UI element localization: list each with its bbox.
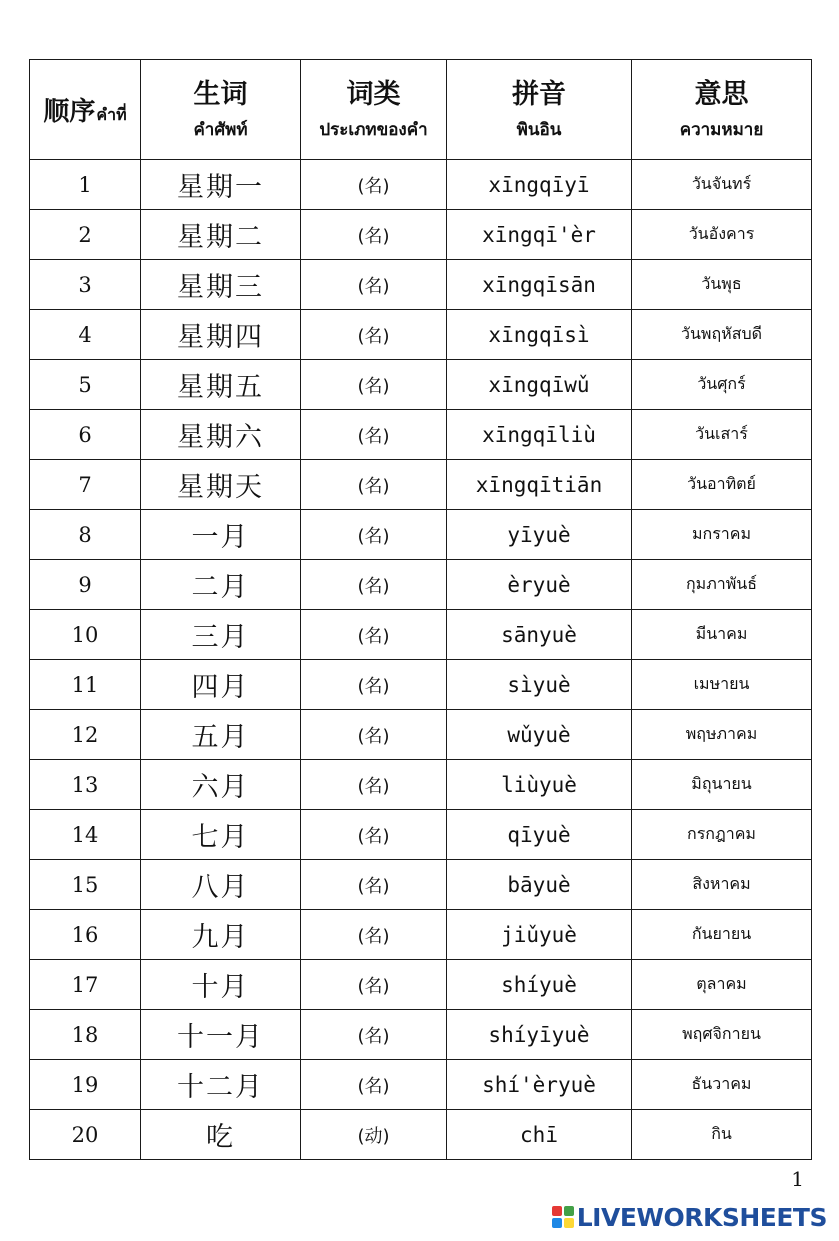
row-number: 9 (30, 560, 141, 610)
table-row (30, 660, 812, 710)
row-number: 3 (30, 260, 141, 310)
table-row (30, 960, 812, 1010)
chinese-word: 星期四 (141, 310, 301, 360)
header-pinyin-cn: 拼音 (512, 78, 566, 110)
thai-meaning: สิงหาคม (632, 860, 812, 910)
pinyin: shíyuè (447, 960, 632, 1010)
pinyin: sìyuè (447, 660, 632, 710)
table-row (30, 510, 812, 560)
thai-meaning: ตุลาคม (632, 960, 812, 1010)
pinyin: qīyuè (447, 810, 632, 860)
row-number: 6 (30, 410, 141, 460)
header-pinyin (447, 60, 632, 160)
table-row (30, 1010, 812, 1060)
pinyin: jiǔyuè (447, 910, 632, 960)
thai-meaning: วันพุธ (632, 260, 812, 310)
header-meaning-th: ความหมาย (679, 119, 764, 140)
table-row (30, 560, 812, 610)
chinese-word: 三月 (141, 610, 301, 660)
pinyin: xīngqīliù (447, 410, 632, 460)
row-number: 15 (30, 860, 141, 910)
vocabulary-table (29, 59, 812, 1160)
header-meaning (632, 60, 812, 160)
thai-meaning: วันพฤหัสบดี (632, 310, 812, 360)
liveworksheets-brand (552, 1200, 827, 1234)
thai-meaning: พฤษภาคม (632, 710, 812, 760)
header-word-cn: 生词 (193, 78, 248, 110)
row-number: 8 (30, 510, 141, 560)
table-row (30, 210, 812, 260)
chinese-word: 六月 (141, 760, 301, 810)
chinese-word: 星期二 (141, 210, 301, 260)
word-type: (名) (301, 410, 447, 460)
pinyin: xīngqītiān (447, 460, 632, 510)
thai-meaning: กรกฎาคม (632, 810, 812, 860)
table-row (30, 810, 812, 860)
chinese-word: 星期天 (141, 460, 301, 510)
table-row (30, 610, 812, 660)
chinese-word: 星期一 (141, 160, 301, 210)
header-word-th: คำศัพท์ (193, 119, 248, 140)
thai-meaning: มิถุนายน (632, 760, 812, 810)
word-type: (名) (301, 610, 447, 660)
pinyin: sānyuè (447, 610, 632, 660)
row-number: 1 (30, 160, 141, 210)
thai-meaning: วันศุกร์ (632, 360, 812, 410)
word-type: (名) (301, 560, 447, 610)
word-type: (名) (301, 710, 447, 760)
chinese-word: 四月 (141, 660, 301, 710)
chinese-word: 五月 (141, 710, 301, 760)
thai-meaning: มกราคม (632, 510, 812, 560)
logo-square-1 (552, 1206, 562, 1216)
row-number: 18 (30, 1010, 141, 1060)
table-header-row (30, 60, 812, 160)
word-type: (名) (301, 760, 447, 810)
thai-meaning: มีนาคม (632, 610, 812, 660)
header-type-cn: 词类 (346, 78, 401, 110)
thai-meaning: วันอังคาร (632, 210, 812, 260)
logo-square-2 (564, 1206, 574, 1216)
table-row (30, 160, 812, 210)
word-type: (名) (301, 160, 447, 210)
liveworksheets-logo-icon (552, 1206, 574, 1228)
chinese-word: 星期五 (141, 360, 301, 410)
thai-meaning: พฤศจิกายน (632, 1010, 812, 1060)
table-row (30, 1110, 812, 1160)
chinese-word: 星期三 (141, 260, 301, 310)
pinyin: xīngqīyī (447, 160, 632, 210)
table-row (30, 260, 812, 310)
row-number: 16 (30, 910, 141, 960)
row-number: 19 (30, 1060, 141, 1110)
chinese-word: 一月 (141, 510, 301, 560)
thai-meaning: ธันวาคม (632, 1060, 812, 1110)
word-type: (名) (301, 860, 447, 910)
row-number: 2 (30, 210, 141, 260)
thai-meaning: วันอาทิตย์ (632, 460, 812, 510)
chinese-word: 七月 (141, 810, 301, 860)
table-row (30, 760, 812, 810)
word-type: (名) (301, 910, 447, 960)
thai-meaning: กุมภาพันธ์ (632, 560, 812, 610)
row-number: 11 (30, 660, 141, 710)
pinyin: liùyuè (447, 760, 632, 810)
header-order (30, 60, 141, 160)
pinyin: xīngqī'èr (447, 210, 632, 260)
header-type (301, 60, 447, 160)
pinyin: wǔyuè (447, 710, 632, 760)
table-row (30, 410, 812, 460)
pinyin: xīngqīsì (447, 310, 632, 360)
pinyin: xīngqīwǔ (447, 360, 632, 410)
chinese-word: 十二月 (141, 1060, 301, 1110)
header-type-th: ประเภทของคำ (319, 119, 428, 140)
thai-meaning: กันยายน (632, 910, 812, 960)
table-row (30, 910, 812, 960)
header-word (141, 60, 301, 160)
pinyin: bāyuè (447, 860, 632, 910)
chinese-word: 九月 (141, 910, 301, 960)
pinyin: èryuè (447, 560, 632, 610)
table-body (30, 160, 812, 1160)
chinese-word: 二月 (141, 560, 301, 610)
chinese-word: 星期六 (141, 410, 301, 460)
table-row (30, 710, 812, 760)
word-type: (名) (301, 260, 447, 310)
table-row (30, 1060, 812, 1110)
table-row (30, 860, 812, 910)
pinyin: yīyuè (447, 510, 632, 560)
word-type: (名) (301, 660, 447, 710)
thai-meaning: วันเสาร์ (632, 410, 812, 460)
table-row (30, 460, 812, 510)
word-type: (名) (301, 360, 447, 410)
chinese-word: 十月 (141, 960, 301, 1010)
row-number: 4 (30, 310, 141, 360)
row-number: 20 (30, 1110, 141, 1160)
word-type: (名) (301, 1060, 447, 1110)
row-number: 17 (30, 960, 141, 1010)
word-type: (名) (301, 210, 447, 260)
row-number: 7 (30, 460, 141, 510)
row-number: 5 (30, 360, 141, 410)
pinyin: xīngqīsān (447, 260, 632, 310)
brand-text: LIVEWORKSHEETS (576, 1202, 827, 1232)
word-type: (名) (301, 960, 447, 1010)
chinese-word: 八月 (141, 860, 301, 910)
word-type: (名) (301, 310, 447, 360)
page-number: 1 (791, 1167, 804, 1191)
logo-square-4 (564, 1218, 574, 1228)
vocabulary-sheet (29, 59, 811, 1160)
pinyin: chī (447, 1110, 632, 1160)
chinese-word: 吃 (141, 1110, 301, 1160)
thai-meaning: วันจันทร์ (632, 160, 812, 210)
header-meaning-cn: 意思 (694, 78, 749, 110)
row-number: 12 (30, 710, 141, 760)
chinese-word: 十一月 (141, 1010, 301, 1060)
table-row (30, 360, 812, 410)
thai-meaning: กิน (632, 1110, 812, 1160)
logo-square-3 (552, 1218, 562, 1228)
word-type: (动) (301, 1110, 447, 1160)
header-order-th: คำที่ (96, 105, 127, 124)
pinyin: shí'èryuè (447, 1060, 632, 1110)
word-type: (名) (301, 460, 447, 510)
header-order-cn: 顺序 (43, 97, 96, 127)
word-type: (名) (301, 510, 447, 560)
table-row (30, 310, 812, 360)
row-number: 14 (30, 810, 141, 860)
header-pinyin-th: พินอิน (516, 119, 562, 140)
word-type: (名) (301, 810, 447, 860)
word-type: (名) (301, 1010, 447, 1060)
row-number: 13 (30, 760, 141, 810)
pinyin: shíyīyuè (447, 1010, 632, 1060)
row-number: 10 (30, 610, 141, 660)
thai-meaning: เมษายน (632, 660, 812, 710)
